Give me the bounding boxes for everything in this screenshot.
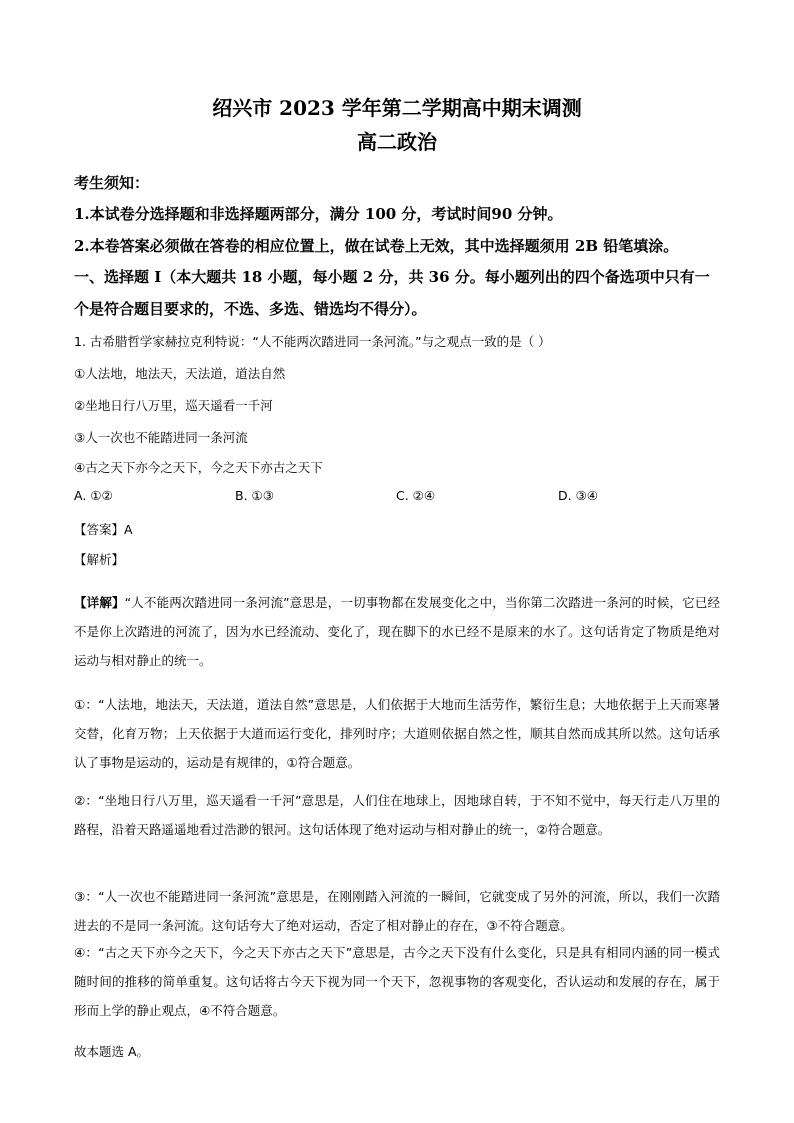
question-item-4: ④古之天下亦今之天下，今之天下亦古之天下 — [74, 460, 323, 475]
question-item-3: ③人一次也不能踏进同一条河流 — [74, 430, 248, 445]
option-b: B. ①③ — [235, 488, 274, 503]
detail-tag: 【详解】 — [74, 595, 125, 610]
option-a: A. ①② — [74, 488, 113, 503]
option-c: C. ②④ — [396, 488, 436, 503]
section-heading-line-2: 个是符合题目要求的，不选、多选、错选均不得分）。 — [74, 300, 427, 318]
analysis-label: 【解析】 — [74, 552, 125, 567]
analysis-paragraph-2: ①：“人法地，地法天，天法道，道法自然”意思是，人们依据于大地而生活劳作，繁衍生息；大地依据于上天而寒暑交替，化育万物；上天依据于大道而运行变化，排列时序；大道则依据自然之性，顺其自然而成其所以然。这句话承认了事物是运动的，运动是有规律的，①符合题意。 — [74, 697, 720, 770]
conclusion: 故本题选 A。 — [74, 1044, 150, 1059]
question-item-1: ①人法地，地法天，天法道，道法自然 — [74, 366, 286, 381]
analysis-paragraph-5: ④：“古之天下亦今之天下，今之天下亦古之天下”意思是，古今之天下没有什么变化，只是具有相同内涵的同一模式随时间的推移的简单重复。这句话将古今天下视为同一个天下，忽视事物的客观变化，否认运动和发展的存在，属于形而上学的静止观点，④不符合题意。 — [74, 945, 720, 1018]
paragraph-text: “人不能两次踏进同一条河流”意思是，一切事物都在发展变化之中，当你第二次踏进一条河的时候，它已经不是你上次踏进的河流了，因为水已经流动、变化了，现在脚下的水已经不是原来的水了。这句话肯定了物质是绝对运动与相对静止的统一。 — [74, 595, 720, 668]
question-stem: 1. 古希腊哲学家赫拉克利特说：“人不能两次踏进同一条河流。”与之观点一致的是（ ） — [74, 334, 551, 349]
answer-line: 【答案】A — [74, 522, 133, 537]
notice-1: 1.本试卷分选择题和非选择题两部分，满分 100 分，考试时间90 分钟。 — [74, 205, 563, 223]
notice-2: 2.本卷答案必须做在答卷的相应位置上，做在试卷上无效，其中选择题须用 2B 铅笔填涂。 — [74, 237, 679, 255]
page-title: 绍兴市 2023 学年第二学期高中期末调测 — [212, 96, 582, 120]
section-heading-line-1: 一、选择题 Ⅰ（本大题共 18 小题，每小题 2 分，共 36 分。每小题列出的四个备选项中只有一 — [74, 268, 710, 286]
analysis-paragraph-1 — [74, 588, 720, 675]
page-subtitle: 高二政治 — [357, 130, 437, 154]
option-d: D. ③④ — [558, 488, 598, 503]
analysis-paragraph-3: ②：“坐地日行八万里，巡天遥看一千河”意思是，人们住在地球上，因地球自转，于不知不觉中，每天行走八万里的路程，沿着天路遥遥地看过浩渺的银河。这句话体现了绝对运动与相对静止的统一，②符合题意。 — [74, 793, 720, 837]
notice-heading: 考生须知： — [74, 174, 150, 192]
question-item-2: ②坐地日行八万里，巡天遥看一千河 — [74, 398, 273, 413]
analysis-paragraph-4: ③：“人一次也不能踏进同一条河流”意思是，在刚刚踏入河流的一瞬间，它就变成了另外的河流，所以，我们一次踏进去的不是同一条河流。这句话夸大了绝对运动，否定了相对静止的存在，③不符合题意。 — [74, 889, 720, 933]
